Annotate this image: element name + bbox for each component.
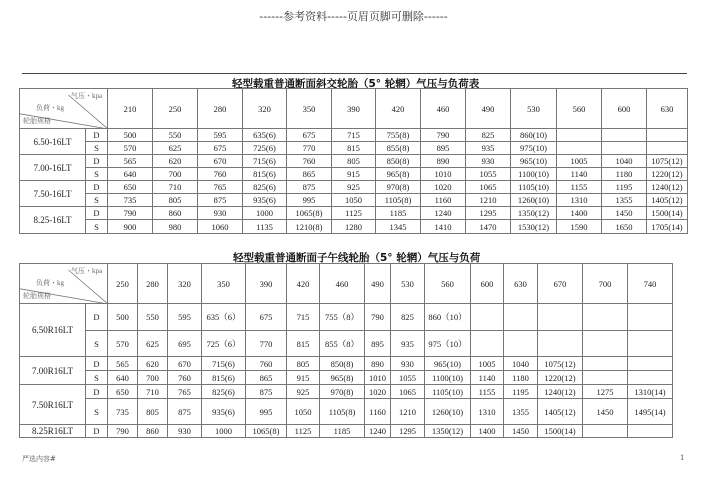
- load-value-cell: 1005: [557, 155, 602, 168]
- load-value-cell: 1185: [320, 425, 365, 438]
- load-value-cell: 1140: [471, 371, 504, 385]
- load-value-cell: 1530(12): [511, 220, 557, 234]
- load-value-cell: 725（6）: [202, 331, 246, 357]
- load-value-cell: 875: [246, 385, 287, 399]
- load-axis-label: 负荷・kg: [36, 279, 64, 287]
- tire-spec-cell: 6.50-16LT: [20, 129, 86, 155]
- pressure-header: 560: [425, 264, 471, 304]
- load-value-cell: 725(6): [243, 142, 287, 155]
- pressure-header: 210: [108, 89, 153, 129]
- load-value-cell: 1185: [376, 207, 421, 220]
- pressure-header: 490: [365, 264, 391, 304]
- load-value-cell: 1350(12): [511, 207, 557, 220]
- rim-type-cell: D: [86, 385, 108, 399]
- load-value-cell: [602, 142, 647, 155]
- load-value-cell: 1055: [391, 371, 425, 385]
- load-value-cell: 1260(10): [511, 194, 557, 207]
- load-value-cell: 1050: [332, 194, 376, 207]
- load-value-cell: [647, 142, 688, 155]
- load-value-cell: 965(10): [425, 357, 471, 371]
- load-value-cell: 1450: [504, 425, 538, 438]
- load-value-cell: 1010: [365, 371, 391, 385]
- load-value-cell: 1220(12): [647, 168, 688, 181]
- load-value-cell: 1160: [421, 194, 466, 207]
- load-value-cell: 735: [108, 399, 138, 425]
- load-value-cell: 790: [108, 207, 153, 220]
- load-value-cell: 1100(10): [511, 168, 557, 181]
- load-value-cell: 825(6): [202, 385, 246, 399]
- load-value-cell: 650: [108, 181, 153, 194]
- table-row: [20, 207, 688, 220]
- pressure-header: 530: [511, 89, 557, 129]
- spec-axis-label: 轮胎规格: [23, 292, 51, 301]
- load-value-cell: 570: [108, 142, 153, 155]
- page-number: 1: [680, 454, 685, 462]
- load-value-cell: 1260(10): [425, 399, 471, 425]
- load-value-cell: 640: [108, 371, 138, 385]
- load-value-cell: 860(10): [511, 129, 557, 142]
- load-value-cell: 710: [153, 181, 198, 194]
- load-value-cell: 965(8): [320, 371, 365, 385]
- pressure-header: 600: [602, 89, 647, 129]
- rim-type-cell: S: [86, 371, 108, 385]
- load-value-cell: 1155: [557, 181, 602, 194]
- load-value-cell: 890: [421, 155, 466, 168]
- load-value-cell: 865: [287, 168, 332, 181]
- load-value-cell: 1140: [557, 168, 602, 181]
- pressure-header: 490: [466, 89, 511, 129]
- load-value-cell: 715: [287, 304, 320, 331]
- load-value-cell: 935(6): [243, 194, 287, 207]
- pressure-header: 740: [628, 264, 673, 304]
- rim-type-cell: D: [86, 207, 108, 220]
- load-value-cell: 915: [287, 371, 320, 385]
- load-value-cell: 670: [198, 155, 243, 168]
- load-value-cell: [538, 304, 583, 331]
- load-value-cell: 1065(8): [287, 207, 332, 220]
- table1-title: 轻型载重普通断面斜交轮胎（5° 轮辋）气压与负荷表: [232, 78, 480, 90]
- load-value-cell: 765: [198, 181, 243, 194]
- rim-type-cell: D: [86, 357, 108, 371]
- load-value-cell: 850(8): [320, 357, 365, 371]
- tire-spec-cell: 8.25R16LT: [20, 425, 86, 438]
- pressure-header: 320: [168, 264, 202, 304]
- load-value-cell: 790: [108, 425, 138, 438]
- load-value-cell: 930: [198, 207, 243, 220]
- load-value-cell: 895: [365, 331, 391, 357]
- tire-spec-cell: 7.50R16LT: [20, 385, 86, 425]
- load-axis-label: 负荷・kg: [36, 104, 64, 112]
- load-value-cell: 1100(10): [425, 371, 471, 385]
- load-value-cell: 1105(8): [376, 194, 421, 207]
- load-value-cell: [628, 304, 673, 331]
- load-value-cell: 1310(14): [628, 385, 673, 399]
- pressure-header: 560: [557, 89, 602, 129]
- load-value-cell: 1105(10): [511, 181, 557, 194]
- load-value-cell: 925: [332, 181, 376, 194]
- load-value-cell: 635（6）: [202, 304, 246, 331]
- load-value-cell: 695: [168, 331, 202, 357]
- load-value-cell: 1105(8): [320, 399, 365, 425]
- rim-type-cell: D: [86, 129, 108, 142]
- load-value-cell: 1125: [332, 207, 376, 220]
- load-value-cell: 635(6): [243, 129, 287, 142]
- load-value-cell: 700: [153, 168, 198, 181]
- page-header: ------参考资料-----页眉页脚可删除------: [259, 10, 448, 23]
- load-value-cell: 755（8）: [320, 304, 365, 331]
- load-value-cell: 1310: [471, 399, 504, 425]
- load-value-cell: 1295: [391, 425, 425, 438]
- load-value-cell: 1020: [421, 181, 466, 194]
- load-value-cell: 1155: [471, 385, 504, 399]
- load-value-cell: 675: [287, 129, 332, 142]
- load-value-cell: [628, 331, 673, 357]
- load-value-cell: 1240: [421, 207, 466, 220]
- table-row: [20, 399, 673, 425]
- load-value-cell: 715(6): [243, 155, 287, 168]
- rim-type-cell: S: [86, 168, 108, 181]
- load-value-cell: 760: [168, 371, 202, 385]
- table-row: [20, 425, 673, 438]
- load-value-cell: 815: [332, 142, 376, 155]
- load-value-cell: 1180: [602, 168, 647, 181]
- load-value-cell: 620: [138, 357, 168, 371]
- load-value-cell: 1280: [332, 220, 376, 234]
- load-value-cell: 715(6): [202, 357, 246, 371]
- load-value-cell: 1705(14): [647, 220, 688, 234]
- load-value-cell: 1195: [504, 385, 538, 399]
- load-value-cell: 1005: [471, 357, 504, 371]
- load-value-cell: [557, 129, 602, 142]
- rim-type-cell: S: [86, 142, 108, 155]
- load-value-cell: 1075(12): [538, 357, 583, 371]
- load-value-cell: [504, 331, 538, 357]
- load-value-cell: [583, 304, 628, 331]
- load-value-cell: 980: [153, 220, 198, 234]
- load-value-cell: 805: [153, 194, 198, 207]
- load-value-cell: 970(8): [376, 181, 421, 194]
- load-value-cell: 970(8): [320, 385, 365, 399]
- pressure-axis-label: 气压・kpa: [71, 92, 103, 100]
- load-value-cell: 925: [287, 385, 320, 399]
- pressure-header: 460: [320, 264, 365, 304]
- load-value-cell: 855（8）: [320, 331, 365, 357]
- radial-tire-table: [19, 263, 673, 438]
- load-value-cell: 875: [287, 181, 332, 194]
- tire-spec-cell: 7.00R16LT: [20, 357, 86, 385]
- table-row: [20, 181, 688, 194]
- pressure-header: 700: [583, 264, 628, 304]
- load-value-cell: 1075(12): [647, 155, 688, 168]
- corner-header-cell: [20, 89, 108, 129]
- load-value-cell: 1000: [202, 425, 246, 438]
- load-value-cell: 595: [198, 129, 243, 142]
- load-value-cell: 760: [287, 155, 332, 168]
- load-value-cell: 865: [246, 371, 287, 385]
- load-value-cell: 860: [138, 425, 168, 438]
- load-value-cell: 1065: [466, 181, 511, 194]
- pressure-header: 250: [153, 89, 198, 129]
- pressure-header: 390: [246, 264, 287, 304]
- load-value-cell: 625: [138, 331, 168, 357]
- load-value-cell: 670: [168, 357, 202, 371]
- load-value-cell: 1220(12): [538, 371, 583, 385]
- load-value-cell: [583, 425, 628, 438]
- rim-type-cell: S: [86, 220, 108, 234]
- pressure-header: 280: [138, 264, 168, 304]
- load-value-cell: 700: [138, 371, 168, 385]
- load-value-cell: 570: [108, 331, 138, 357]
- rim-type-cell: D: [86, 181, 108, 194]
- pressure-header: 280: [198, 89, 243, 129]
- table-row: [20, 357, 673, 371]
- load-value-cell: 815(6): [202, 371, 246, 385]
- rim-type-cell: D: [86, 425, 108, 438]
- table-row: [20, 155, 688, 168]
- load-value-cell: 805: [138, 399, 168, 425]
- load-value-cell: 640: [108, 168, 153, 181]
- rim-type-cell: S: [86, 194, 108, 207]
- load-value-cell: 1400: [557, 207, 602, 220]
- corner-header-cell: [20, 264, 108, 304]
- load-value-cell: 550: [153, 129, 198, 142]
- load-value-cell: 1355: [602, 194, 647, 207]
- load-value-cell: [557, 142, 602, 155]
- load-value-cell: [628, 371, 673, 385]
- load-value-cell: 565: [108, 357, 138, 371]
- load-value-cell: 860: [153, 207, 198, 220]
- load-value-cell: 860（10）: [425, 304, 471, 331]
- load-value-cell: 1135: [243, 220, 287, 234]
- footer-note: 严选内容#: [22, 455, 56, 463]
- load-value-cell: [628, 425, 673, 438]
- load-value-cell: 875: [168, 399, 202, 425]
- header-rule: [22, 73, 687, 74]
- load-value-cell: 995: [287, 194, 332, 207]
- load-value-cell: 975(10): [511, 142, 557, 155]
- load-value-cell: 815(6): [243, 168, 287, 181]
- load-value-cell: [471, 331, 504, 357]
- load-value-cell: 930: [168, 425, 202, 438]
- table-row: [20, 129, 688, 142]
- load-value-cell: 815: [287, 331, 320, 357]
- load-value-cell: [583, 371, 628, 385]
- load-value-cell: 650: [108, 385, 138, 399]
- tire-spec-cell: 6.50R16LT: [20, 304, 86, 357]
- load-value-cell: 935(6): [202, 399, 246, 425]
- load-value-cell: 965(10): [511, 155, 557, 168]
- load-value-cell: 975（10）: [425, 331, 471, 357]
- pressure-header: 460: [421, 89, 466, 129]
- pressure-header: 350: [287, 89, 332, 129]
- table-row: [20, 331, 673, 357]
- bias-tire-table: [19, 88, 688, 234]
- load-value-cell: 1355: [504, 399, 538, 425]
- load-value-cell: 875: [198, 194, 243, 207]
- load-value-cell: 1240: [365, 425, 391, 438]
- load-value-cell: 1310: [557, 194, 602, 207]
- pressure-header: 600: [471, 264, 504, 304]
- pressure-header: 530: [391, 264, 425, 304]
- rim-type-cell: D: [86, 155, 108, 168]
- pressure-header: 350: [202, 264, 246, 304]
- load-value-cell: 1450: [583, 399, 628, 425]
- tire-spec-cell: 7.00-16LT: [20, 155, 86, 181]
- load-value-cell: 1650: [602, 220, 647, 234]
- load-value-cell: 1055: [466, 168, 511, 181]
- load-value-cell: 1345: [376, 220, 421, 234]
- rim-type-cell: D: [86, 304, 108, 331]
- load-value-cell: 1240(12): [538, 385, 583, 399]
- load-value-cell: 1210: [391, 399, 425, 425]
- load-value-cell: [647, 129, 688, 142]
- pressure-header: 320: [243, 89, 287, 129]
- table-row: [20, 371, 673, 385]
- load-value-cell: 825(6): [243, 181, 287, 194]
- tire-spec-cell: 7.50-16LT: [20, 181, 86, 207]
- load-value-cell: 500: [108, 129, 153, 142]
- load-value-cell: [602, 129, 647, 142]
- load-value-cell: [538, 331, 583, 357]
- load-value-cell: 825: [466, 129, 511, 142]
- load-value-cell: [471, 304, 504, 331]
- load-value-cell: 500: [108, 304, 138, 331]
- table-row: [20, 220, 688, 234]
- load-value-cell: 1050: [287, 399, 320, 425]
- table-row: [20, 194, 688, 207]
- load-value-cell: 1500(14): [538, 425, 583, 438]
- load-value-cell: 1295: [466, 207, 511, 220]
- load-value-cell: 1040: [504, 357, 538, 371]
- load-value-cell: 1020: [365, 385, 391, 399]
- load-value-cell: 890: [365, 357, 391, 371]
- load-value-cell: 1195: [602, 181, 647, 194]
- load-value-cell: [583, 357, 628, 371]
- load-value-cell: 1125: [287, 425, 320, 438]
- load-value-cell: 770: [246, 331, 287, 357]
- load-value-cell: 1400: [471, 425, 504, 438]
- pressure-header: 420: [287, 264, 320, 304]
- load-value-cell: 935: [466, 142, 511, 155]
- load-value-cell: 935: [391, 331, 425, 357]
- load-value-cell: 620: [153, 155, 198, 168]
- load-value-cell: 550: [138, 304, 168, 331]
- load-value-cell: 1240(12): [647, 181, 688, 194]
- load-value-cell: 1180: [504, 371, 538, 385]
- load-value-cell: 1210: [466, 194, 511, 207]
- load-value-cell: 565: [108, 155, 153, 168]
- load-value-cell: 675: [198, 142, 243, 155]
- load-value-cell: 735: [108, 194, 153, 207]
- load-value-cell: 1105(10): [425, 385, 471, 399]
- load-value-cell: 1210(8): [287, 220, 332, 234]
- load-value-cell: 900: [108, 220, 153, 234]
- load-value-cell: 1405(12): [647, 194, 688, 207]
- load-value-cell: 895: [421, 142, 466, 155]
- pressure-header: 630: [647, 89, 688, 129]
- load-value-cell: 1410: [421, 220, 466, 234]
- load-value-cell: 790: [365, 304, 391, 331]
- load-value-cell: 675: [246, 304, 287, 331]
- load-value-cell: 595: [168, 304, 202, 331]
- load-value-cell: 1040: [602, 155, 647, 168]
- pressure-header: 250: [108, 264, 138, 304]
- load-value-cell: 625: [153, 142, 198, 155]
- load-value-cell: [583, 331, 628, 357]
- load-value-cell: 1010: [421, 168, 466, 181]
- load-value-cell: 1470: [466, 220, 511, 234]
- load-value-cell: 765: [168, 385, 202, 399]
- load-value-cell: [628, 357, 673, 371]
- load-value-cell: 930: [466, 155, 511, 168]
- pressure-header: 630: [504, 264, 538, 304]
- load-value-cell: 710: [138, 385, 168, 399]
- load-value-cell: 1450: [602, 207, 647, 220]
- load-value-cell: 1065(8): [246, 425, 287, 438]
- rim-type-cell: S: [86, 399, 108, 425]
- load-value-cell: [504, 304, 538, 331]
- load-value-cell: 995: [246, 399, 287, 425]
- load-value-cell: 1160: [365, 399, 391, 425]
- load-value-cell: 770: [287, 142, 332, 155]
- load-value-cell: 930: [391, 357, 425, 371]
- load-value-cell: 715: [332, 129, 376, 142]
- load-value-cell: 755(8): [376, 129, 421, 142]
- table-row: [20, 168, 688, 181]
- table-row: [20, 385, 673, 399]
- load-value-cell: 1000: [243, 207, 287, 220]
- load-value-cell: 1275: [583, 385, 628, 399]
- spec-axis-label: 轮胎规格: [23, 117, 51, 126]
- pressure-axis-label: 气压・kpa: [71, 267, 103, 275]
- load-value-cell: 1405(12): [538, 399, 583, 425]
- load-value-cell: 1350(12): [425, 425, 471, 438]
- load-value-cell: 965(8): [376, 168, 421, 181]
- load-value-cell: 805: [332, 155, 376, 168]
- load-value-cell: 1590: [557, 220, 602, 234]
- load-value-cell: 1060: [198, 220, 243, 234]
- load-value-cell: 790: [421, 129, 466, 142]
- load-value-cell: 760: [246, 357, 287, 371]
- pressure-header: 670: [538, 264, 583, 304]
- load-value-cell: 825: [391, 304, 425, 331]
- table-row: [20, 142, 688, 155]
- load-value-cell: 915: [332, 168, 376, 181]
- load-value-cell: 805: [287, 357, 320, 371]
- load-value-cell: 1065: [391, 385, 425, 399]
- load-value-cell: 850(8): [376, 155, 421, 168]
- table2-title: 轻型载重普通断面子午线轮胎（5° 轮辋）气压与负荷: [233, 252, 481, 264]
- pressure-header: 390: [332, 89, 376, 129]
- rim-type-cell: S: [86, 331, 108, 357]
- load-value-cell: 760: [198, 168, 243, 181]
- load-value-cell: 1500(14): [647, 207, 688, 220]
- tire-spec-cell: 8.25-16LT: [20, 207, 86, 234]
- load-value-cell: 855(8): [376, 142, 421, 155]
- table-row: [20, 304, 673, 331]
- pressure-header: 420: [376, 89, 421, 129]
- load-value-cell: 1495(14): [628, 399, 673, 425]
